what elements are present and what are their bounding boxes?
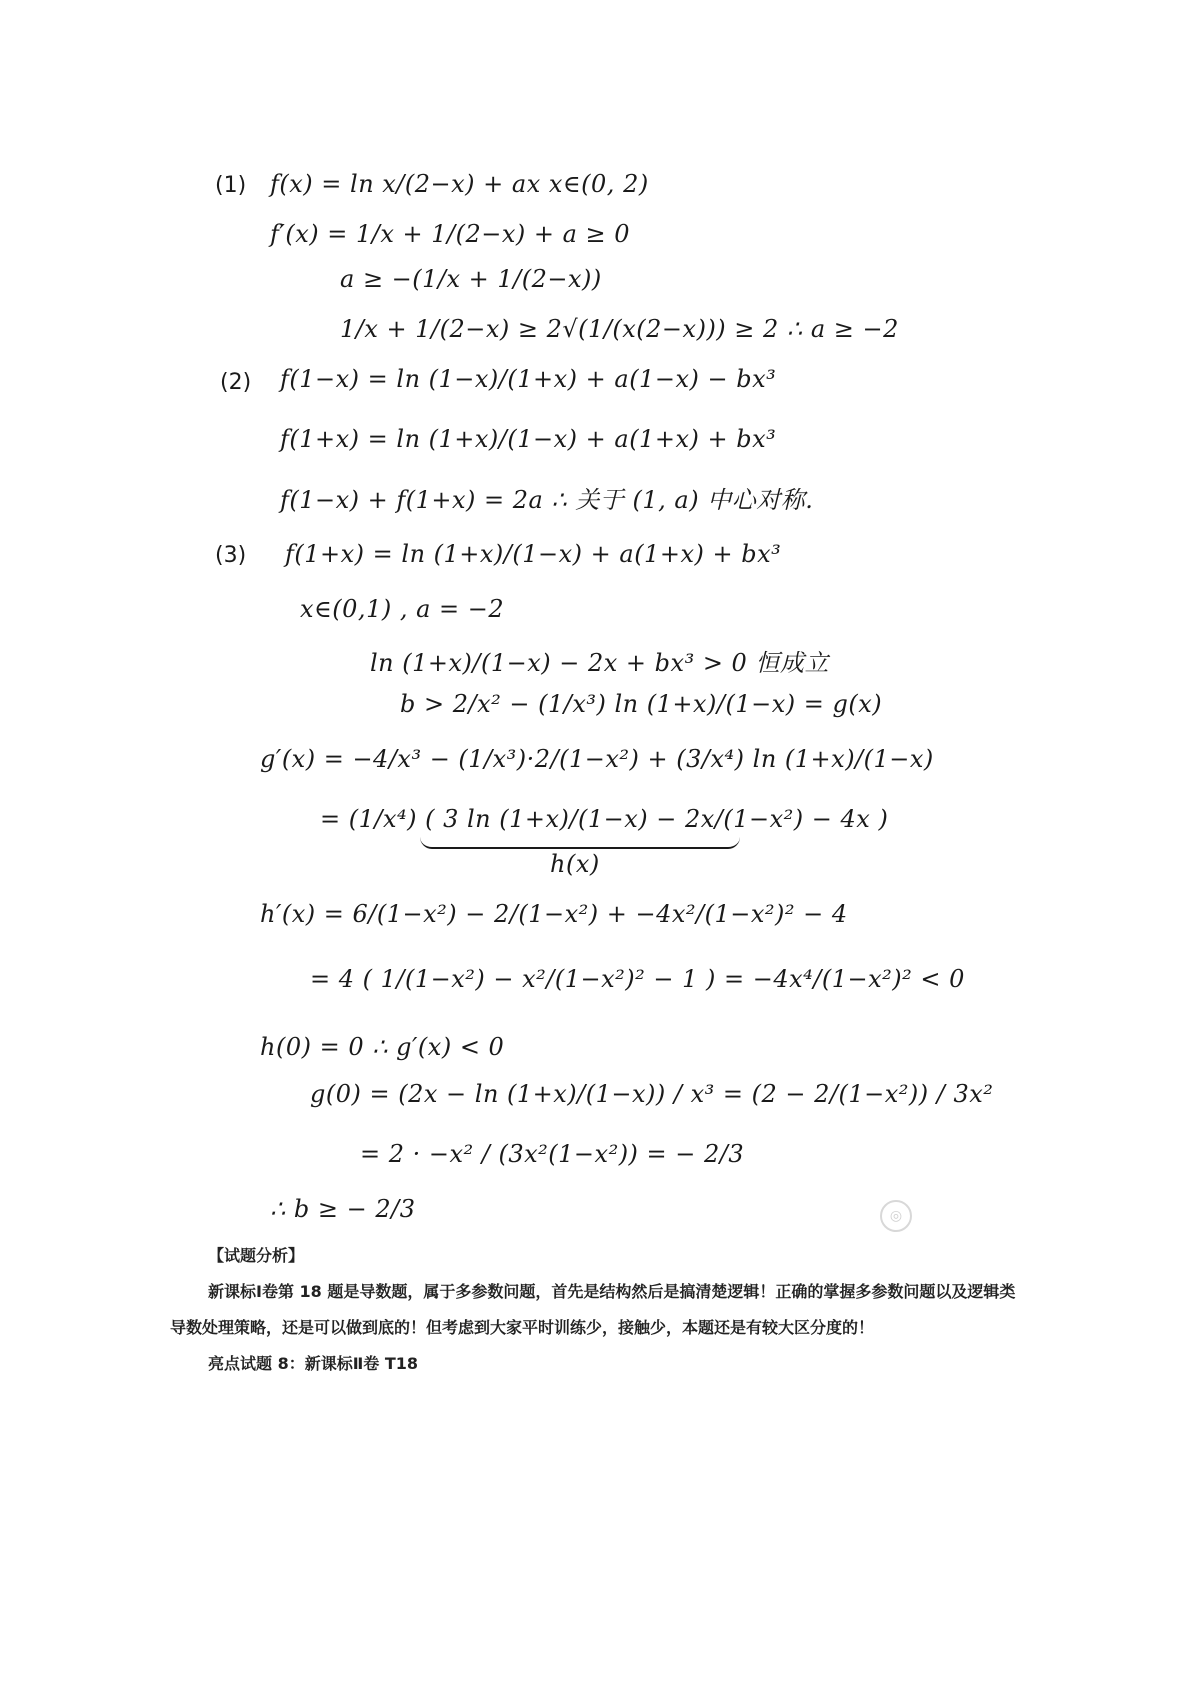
- next-question-title: 亮点试题 8：新课标Ⅱ卷 T18: [208, 1354, 418, 1373]
- part-2-label: (2): [220, 370, 252, 395]
- part-2-line-2: f(1+x) = ln (1+x)/(1−x) + a(1+x) + bx³: [280, 425, 777, 453]
- part-2-line-1: f(1−x) = ln (1−x)/(1+x) + a(1−x) − bx³: [280, 365, 777, 393]
- underbrace: [420, 837, 740, 849]
- part-3-line-11: = 2 · −x² / (3x²(1−x²)) = − 2/3: [360, 1140, 745, 1168]
- part-3-line-12: ∴ b ≥ − 2/3: [270, 1195, 416, 1223]
- weibo-icon: ◎: [880, 1200, 912, 1232]
- part-1-line-2: f′(x) = 1/x + 1/(2−x) + a ≥ 0: [270, 220, 631, 248]
- part-3-line-3: ln (1+x)/(1−x) − 2x + bx³ > 0 恒成立: [370, 649, 829, 677]
- handwritten-solution: [215, 165, 994, 1315]
- part-3-label: (3): [215, 543, 247, 568]
- part-1-label: (1): [215, 173, 247, 198]
- part-1-line-3: a ≥ −(1/x + 1/(2−x)): [340, 265, 602, 293]
- part-3-line-6-under: h(x): [550, 850, 600, 878]
- part-3-line-4: b > 2/x² − (1/x³) ln (1+x)/(1−x) = g(x): [400, 690, 883, 718]
- part-3-line-7: h′(x) = 6/(1−x²) − 2/(1−x²) + −4x²/(1−x²)² − 4: [260, 900, 848, 928]
- part-1-line-1: f(x) = ln x/(2−x) + ax x∈(0, 2): [270, 170, 649, 198]
- part-3-line-9: h(0) = 0 ∴ g′(x) < 0: [260, 1033, 505, 1061]
- analysis-section: [170, 1238, 1030, 1382]
- part-2-line-3: f(1−x) + f(1+x) = 2a ∴ 关于 (1, a) 中心对称.: [280, 486, 814, 514]
- analysis-body: 新课标Ⅰ卷第 18 题是导数题，属于多参数问题，首先是结构然后是搞清楚逻辑！正确的掌握多参数问题以及逻辑类导数处理策略，还是可以做到底的！但考虑到大家平时训练少，接触少，本题还是有较大区分度的！: [170, 1282, 1016, 1337]
- part-3-line-2: x∈(0,1) , a = −2: [300, 595, 505, 623]
- part-3-line-8: = 4 ( 1/(1−x²) − x²/(1−x²)² − 1 ) = −4x⁴/(1−x²)² < 0: [310, 965, 965, 993]
- part-3-line-6: = (1/x⁴) ( 3 ln (1+x)/(1−x) − 2x/(1−x²) − 4x ): [320, 805, 889, 833]
- part-3-line-5: g′(x) = −4/x³ − (1/x³)·2/(1−x²) + (3/x⁴) ln (1+x)/(1−x): [260, 745, 934, 773]
- part-3-line-1: f(1+x) = ln (1+x)/(1−x) + a(1+x) + bx³: [285, 540, 782, 568]
- part-1-line-4: 1/x + 1/(2−x) ≥ 2√(1/(x(2−x))) ≥ 2 ∴ a ≥ −2: [340, 315, 899, 343]
- analysis-heading: 【试题分析】: [208, 1246, 305, 1265]
- part-3-line-10: g(0) = (2x − ln (1+x)/(1−x)) / x³ = (2 − 2/(1−x²)) / 3x²: [310, 1080, 994, 1108]
